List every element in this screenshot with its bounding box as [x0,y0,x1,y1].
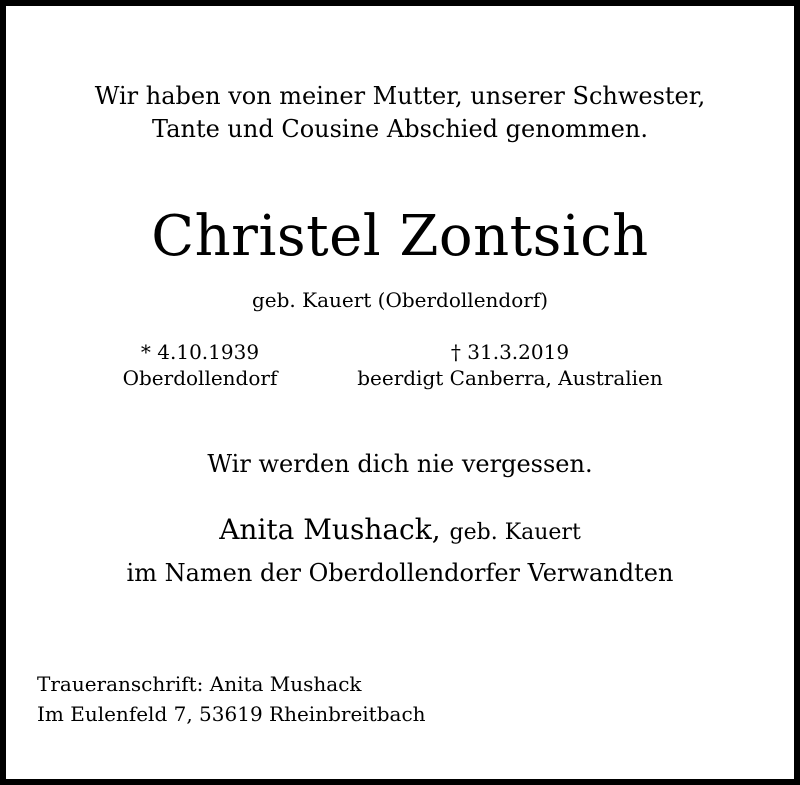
death-date: † 31.3.2019 [450,340,570,364]
signer-name: Anita Mushack, [219,513,441,546]
farewell-text: Wir werden dich nie vergessen. [207,450,593,478]
signer-maiden-name: geb. Kauert [449,520,581,545]
intro-line: Wir haben von meiner Mutter, unserer Schwester, [94,82,706,110]
death-info [325,339,695,391]
deceased-name: Christel Zontsich [151,204,649,269]
mourning-address [37,669,426,729]
burial-place: beerdigt Canberra, Australien [357,366,663,390]
birth-date: * 4.10.1939 [140,340,260,364]
intro-text [0,80,800,146]
address-line: Traueranschrift: Anita Mushack [37,672,362,696]
birth-info [95,339,305,391]
intro-line: Tante und Cousine Abschied genommen. [152,115,648,143]
address-line: Im Eulenfeld 7, 53619 Rheinbreitbach [37,702,426,726]
signer [0,513,800,550]
birth-place: Oberdollendorf [122,366,278,390]
family-line: im Namen der Oberdollendorfer Verwandten [126,559,674,587]
maiden-name: geb. Kauert (Oberdollendorf) [251,288,549,312]
